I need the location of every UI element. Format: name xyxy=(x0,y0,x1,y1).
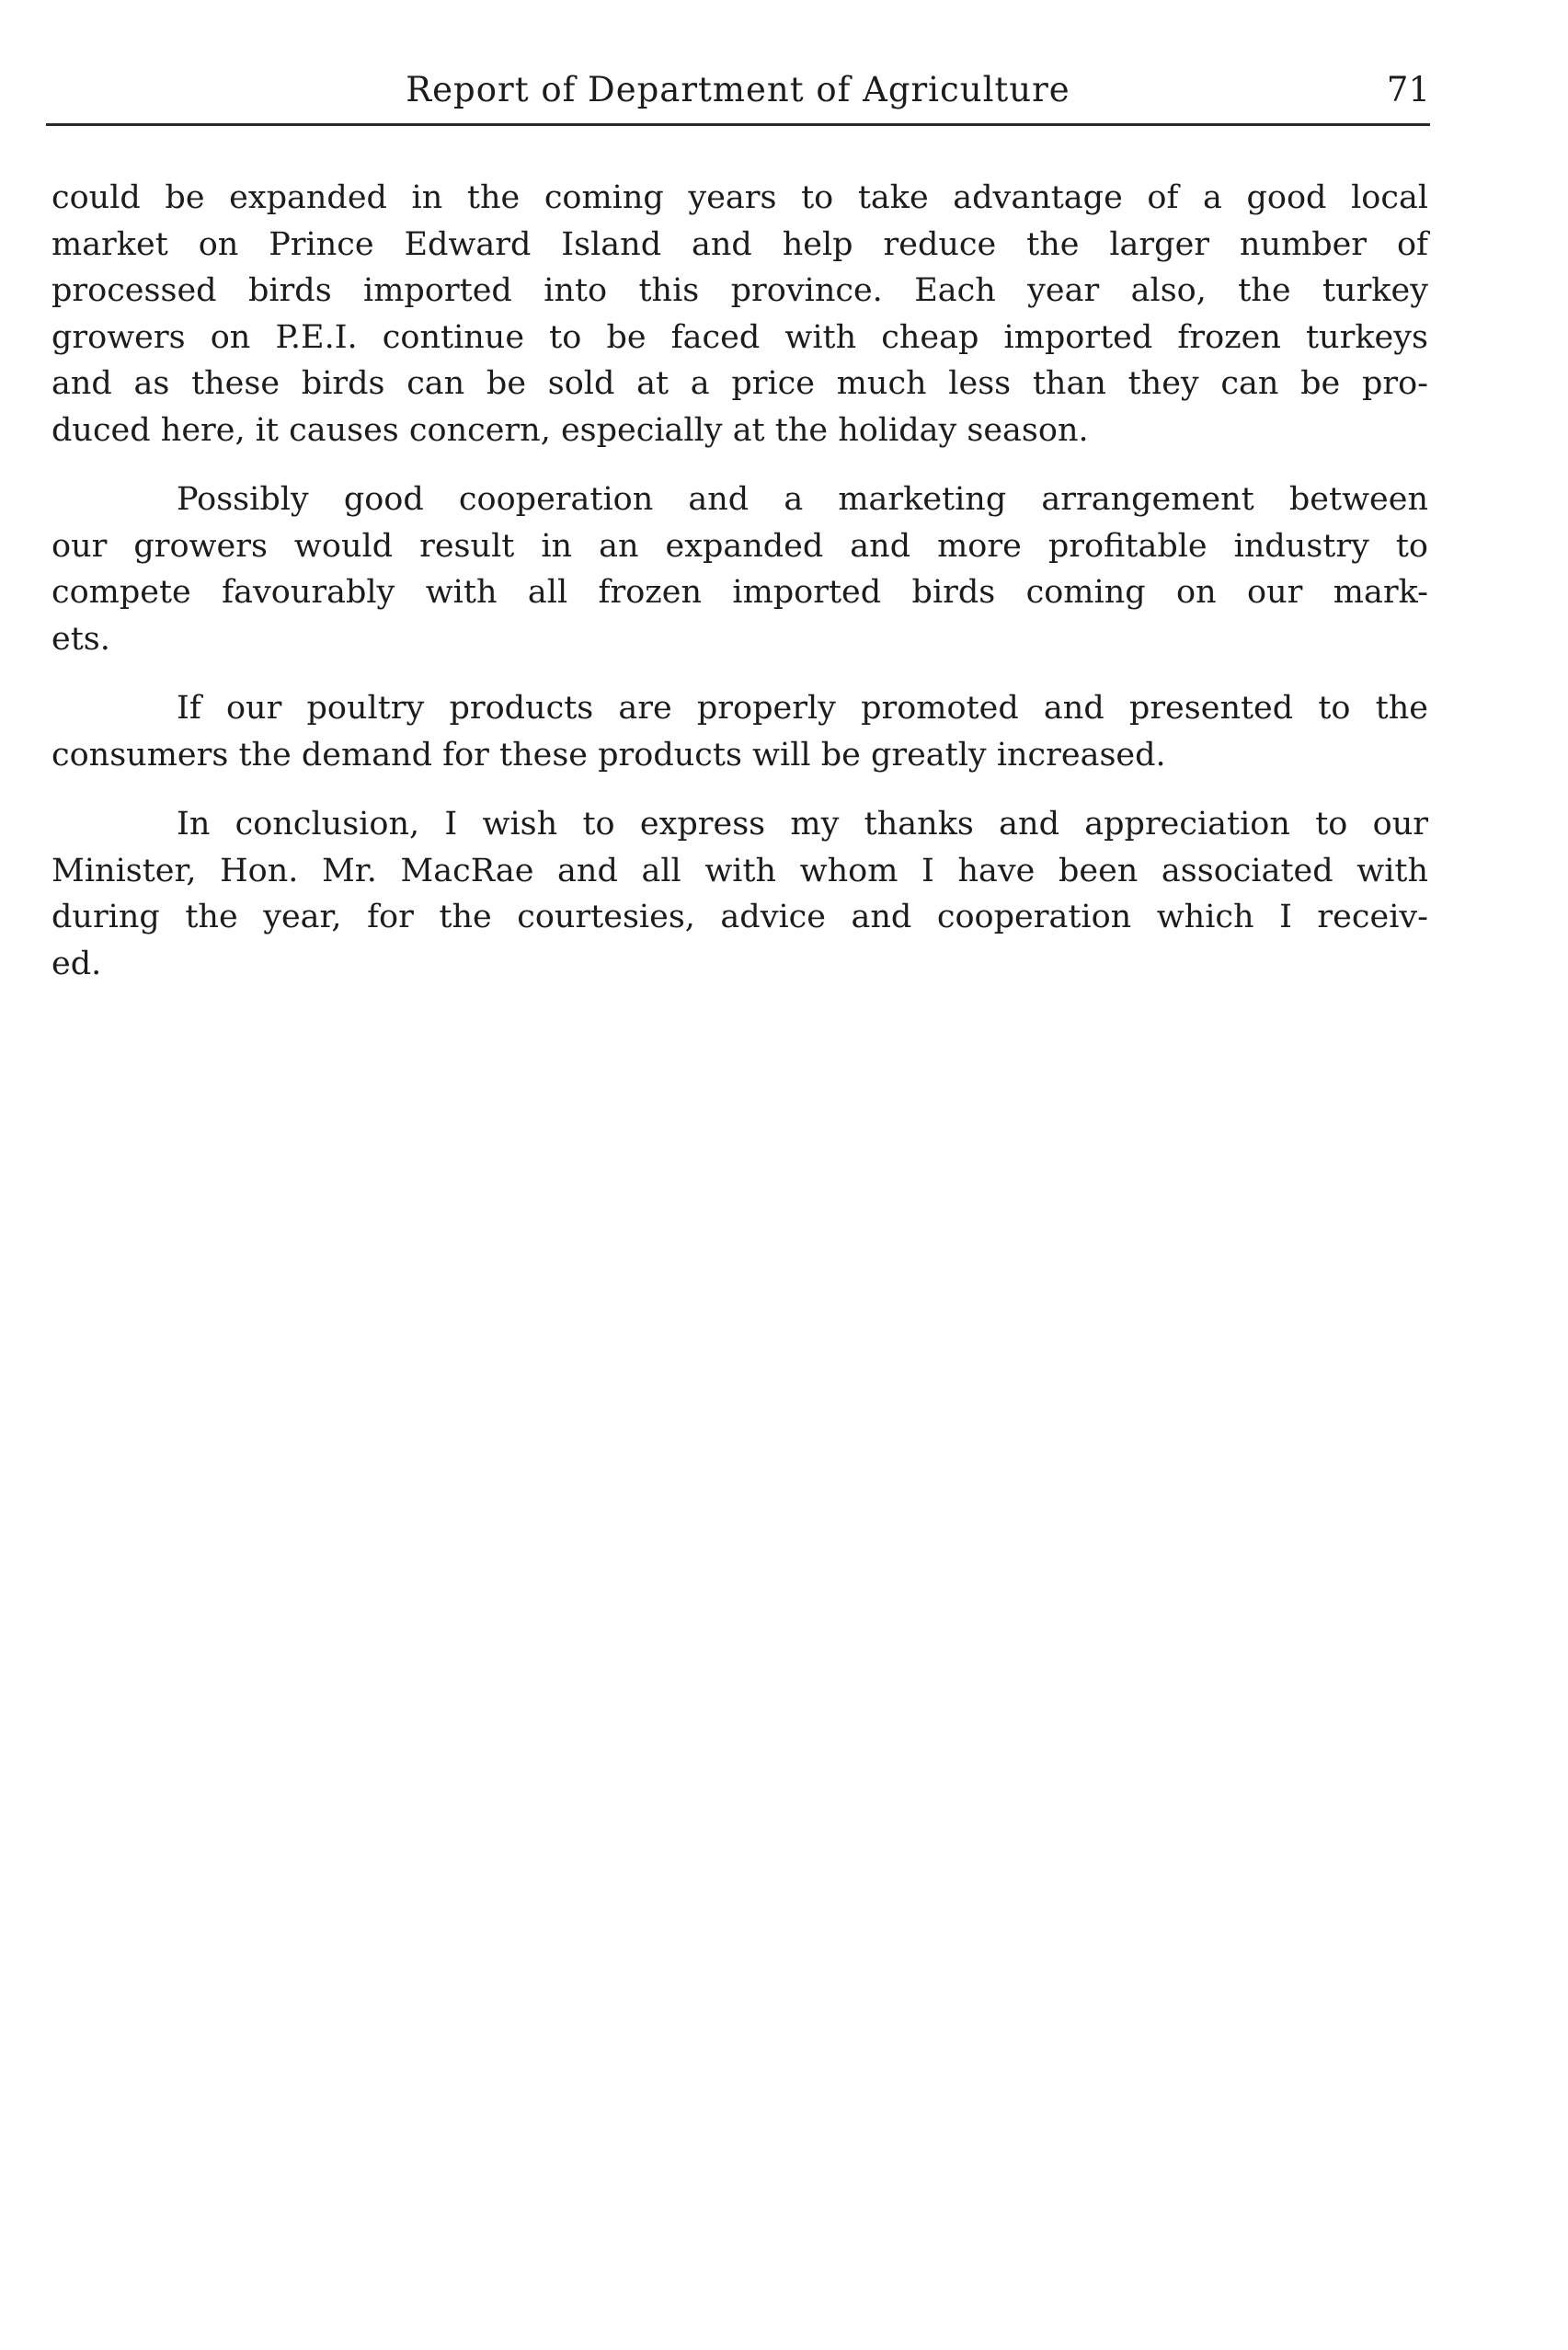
text-line: during the year, for the courtesies, advice and cooperation which I receiv- xyxy=(52,899,1428,935)
text-line: ed. xyxy=(52,945,102,982)
text-line: could be expanded in the coming years to take advantage of a good local xyxy=(52,179,1428,216)
text-line: compete favourably with all frozen imported birds coming on our mark- xyxy=(52,574,1428,611)
text-line: Minister, Hon. Mr. MacRae and all with whom I have been associated with xyxy=(52,852,1428,889)
running-header xyxy=(46,64,1430,116)
text-line: processed birds imported into this province. Each year also, the turkey xyxy=(52,272,1428,309)
text-line: our growers would result in an expanded and more profitable industry to xyxy=(52,527,1428,565)
header-rule xyxy=(46,123,1430,126)
text-line: Possibly good cooperation and a marketing arrangement between xyxy=(177,481,1428,518)
text-line: consumers the demand for these products will be greatly increased. xyxy=(52,736,1166,774)
paragraph-turkey-market xyxy=(52,175,1428,453)
page-number: 71 xyxy=(1386,70,1430,109)
text-line: market on Prince Edward Island and help reduce the larger number of xyxy=(52,225,1428,263)
text-line: If our poultry products are properly promoted and presented to the xyxy=(177,690,1428,727)
paragraph-promotion xyxy=(52,685,1428,778)
text-line: growers on P.E.I. continue to be faced with cheap imported frozen turkeys xyxy=(52,318,1428,356)
text-line: ets. xyxy=(52,620,110,658)
paragraph-cooperation xyxy=(52,476,1428,662)
text-line: In conclusion, I wish to express my thanks and appreciation to our xyxy=(177,806,1428,843)
body-text xyxy=(52,175,1428,1010)
paragraph-conclusion xyxy=(52,801,1428,987)
text-line: duced here, it causes concern, especially at the holiday season. xyxy=(52,411,1089,449)
text-line: and as these birds can be sold at a price much less than they can be pro- xyxy=(52,365,1428,402)
running-title: Report of Department of Agriculture xyxy=(406,70,1070,109)
